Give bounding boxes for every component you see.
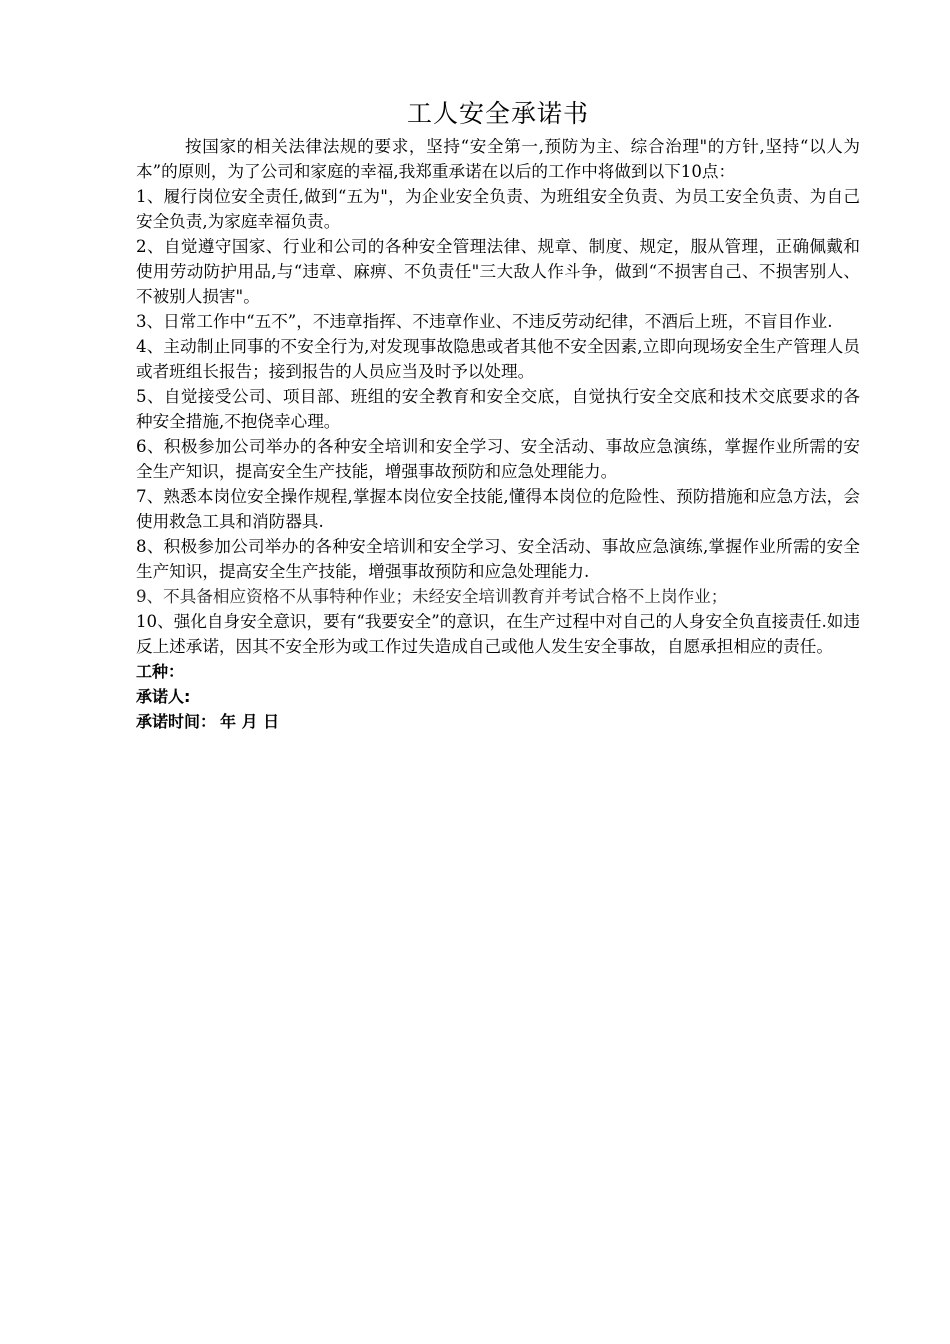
promise-time-value: 年 月 日: [220, 712, 280, 731]
promise-time-label: 承诺时间：: [136, 712, 217, 731]
commitment-item-9: 9、不具备相应资格不从事特种作业；未经安全培训教育并考试合格不上岗作业；: [136, 587, 728, 606]
commitment-item-4: 4、主动制止同事的不安全行为,对发现事故隐患或者其他不安全因素,立即向现场安全生产管理人员或者班组长报告；接到报告的人员应当及时予以处理。: [136, 337, 860, 381]
commitment-item-3: 3、日常工作中“五不”，不违章指挥、不违章作业、不违反劳动纪律，不酒后上班，不盲目作业.: [136, 312, 833, 331]
commitment-item-6: 6、积极参加公司举办的各种安全培训和安全学习、安全活动、事故应急演练，掌握作业所需的安全生产知识，提高安全生产技能，增强事故预防和应急处理能力。: [136, 437, 860, 481]
signature-block: [136, 659, 860, 734]
commitment-item-7: 7、熟悉本岗位安全操作规程,掌握本岗位安全技能,懂得本岗位的危险性、预防措施和应急方法，会使用救急工具和消防器具.: [136, 487, 860, 531]
job-type-label: 工种：: [136, 662, 185, 681]
commitment-item-1: 1、履行岗位安全责任,做到“五为"，为企业安全负责、为班组安全负责、为员工安全负责、为自己安全负责,为家庭幸福负责。: [136, 187, 860, 231]
commitment-item-8: 8、积极参加公司举办的各种安全培训和安全学习、安全活动、事故应急演练,掌握作业所需的安全生产知识，提高安全生产技能，增强事故预防和应急处理能力.: [136, 537, 860, 581]
commitment-item-10: 10、强化自身安全意识，要有“我要安全”的意识，在生产过程中对自己的人身安全负直接责任.如违反上述承诺，因其不安全形为或工作过失造成自己或他人发生安全事故，自愿承担相应的责任。: [136, 612, 860, 656]
commitment-item-2: 2、自觉遵守国家、行业和公司的各种安全管理法律、规章、制度、规定，服从管理，正确佩戴和使用劳动防护用品,与“违章、麻痹、不负责任"三大敌人作斗争，做到“不损害自己、不损害别人、不被别人损害"。: [136, 237, 860, 306]
intro-paragraph: 按国家的相关法律法规的要求，坚持“安全第一,预防为主、综合治理"的方针,坚持“以人为本”的原则，为了公司和家庭的幸福,我郑重承诺在以后的工作中将做到以下10点：: [136, 137, 860, 181]
commitment-item-5: 5、自觉接受公司、项目部、班组的安全教育和安全交底，自觉执行安全交底和技术交底要求的各种安全措施,不抱侥幸心理。: [136, 387, 860, 431]
promise-time-line: [136, 709, 860, 734]
commitment-list: [136, 184, 860, 659]
promisor-label: 承诺人:: [136, 687, 191, 706]
document-title: 工人安全承诺书: [406, 99, 589, 128]
document-page: [136, 96, 860, 734]
